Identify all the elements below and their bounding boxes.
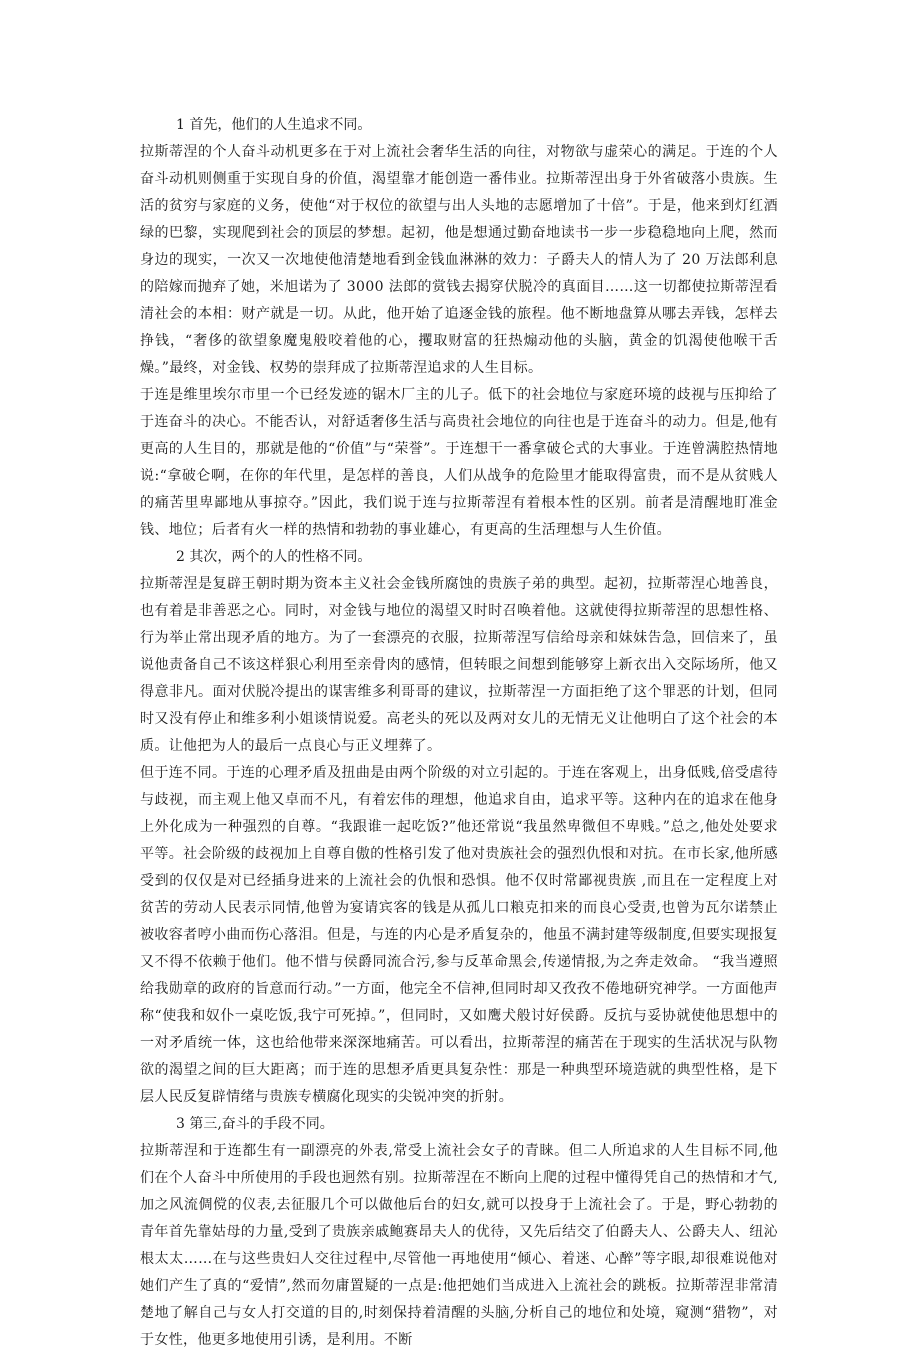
section-heading-2: 2 其次，两个的人的性格不同。 (176, 549, 372, 565)
section-heading-1: 1 首先，他们的人生追求不同。 (176, 117, 372, 133)
paragraph-3-1: 拉斯蒂涅和于连都生有一副漂亮的外表,常受上流社会女子的青睐。但二人所追求的人生目标不同,他们在个人奋斗中所使用的手段也迥然有别。拉斯蒂涅在不断向上爬的过程中懂得凭自己的热情和才气,加之风流倜傥的仪表,去征服几个可以做他后台的妇女,就可以投身于上流社会了。于是，野心勃勃的青年首先靠姑母的力量,受到了贵族亲戚鲍赛昂夫人的优待，又先后结交了伯爵夫人、公爵夫人、纽沁根太太……在与这些贵妇人交往过程中,尽管他一再地使用“倾心、着迷、心醉”等字眼,却很难说他对她们产生了真的“爱情”,然而勿庸置疑的一点是:他把她们当成进入上流社会的跳板。拉斯蒂涅非常清楚地了解自己与女人打交道的目的,时刻保持着清醒的头脑,分析自己的地位和处境，窥测“猎物”，对于女性，他更多地使用引诱，是利用。不断 (140, 1143, 778, 1348)
paragraph-2-1: 拉斯蒂涅是复辟王朝时期为资本主义社会金钱所腐蚀的贵族子弟的典型。起初，拉斯蒂涅心地善良，也有着是非善恶之心。同时，对金钱与地位的渴望又时时召唤着他。这就使得拉斯蒂涅的思想性格、行为举止常出现矛盾的地方。为了一套漂亮的衣服，拉斯蒂涅写信给母亲和妹妹告急，回信来了，虽说他责备自己不该这样狠心利用至亲骨肉的感情，但转眼之间想到能够穿上新衣出入交际场所，他又得意非凡。面对伏脱冷提出的谋害维多利哥哥的建议，拉斯蒂涅一方面拒绝了这个罪恶的计划，但同时又没有停止和维多利小姐谈情说爱。高老头的死以及两对女儿的无情无义让他明白了这个社会的本质。让他把为人的最后一点良心与正义埋葬了。 (140, 576, 778, 754)
paragraph-2-2: 但于连不同。于连的心理矛盾及扭曲是由两个阶级的对立引起的。于连在客观上，出身低贱,倍受虐待与歧视，而主观上他又卓而不凡，有着宏伟的理想，他追求自由，追求平等。这种内在的追求在他身上外化成为一种强烈的自尊。“我跟谁一起吃饭?”他还常说“我虽然卑微但不卑贱。”总之,他处处要求平等。社会阶级的歧视加上自尊自傲的性格引发了他对贵族社会的强烈仇恨和对抗。在市长家,他所感受到的仅仅是对已经插身进来的上流社会的仇恨和恐惧。他不仅时常鄙视贵族 ,而且在一定程度上对贫苦的劳动人民表示同情,他曾为宴请宾客的钱是从孤儿口粮克扣来的而良心受责,也曾为瓦尔诺禁止被收容者哼小曲而伤心落泪。但是，与连的内心是矛盾复杂的，他虽不满封建等级制度,但要实现报复又不得不依赖于他们。他不惜与侯爵同流合污,参与反革命黑会,传递情报,为之奔走效命。 “我当遵照给我勋章的政府的旨意而行动。”一方面，他完全不信神,但同时却又孜孜不倦地研究神学。一方面他声称“使我和奴仆一桌吃饭,我宁可死掉。”，但同时，又如鹰犬般讨好侯爵。反抗与妥协就使他思想中的一对矛盾统一体，这也给他带来深深地痛苦。可以看出，拉斯蒂涅的痛苦在于现实的生活状况与队物欲的渴望之间的巨大距离；而于连的思想矛盾更具复杂性：那是一种典型环境造就的典型性格，是下层人民反复辟情绪与贵族专横腐化现实的尖锐冲突的折射。 (140, 765, 778, 1105)
section-heading-3: 3 第三,奋斗的手段不同。 (176, 1116, 334, 1132)
paragraph-1-2: 于连是维里埃尔市里一个已经发迹的锯木厂主的儿子。低下的社会地位与家庭环境的歧视与压抑给了于连奋斗的决心。不能否认，对舒适奢侈生活与高贵社会地位的向往也是于连奋斗的动力。但是,他有更高的人生目的，那就是他的“价值”与“荣誉”。于连想干一番拿破仑式的大事业。于连曾满腔热情地说:“拿破仑啊，在你的年代里，是怎样的善良，人们从战争的危险里才能取得富贵，而不是从贫贱人的痛苦里卑鄙地从事掠夺。”因此，我们说于连与拉斯蒂涅有着根本性的区别。前者是清醒地盯准金钱、地位；后者有火一样的热情和勃勃的事业雄心，有更高的生活理想与人生价值。 (140, 387, 778, 538)
paragraph-1-1: 拉斯蒂涅的个人奋斗动机更多在于对上流社会奢华生活的向往，对物欲与虚荣心的满足。于连的个人奋斗动机则侧重于实现自身的价值，渴望靠才能创造一番伟业。拉斯蒂涅出身于外省破落小贵族。生活的贫穷与家庭的义务，使他“对于权位的欲望与出人头地的志愿增加了十倍”。于是，他来到灯红酒绿的巴黎，实现爬到社会的顶层的梦想。起初，他是想通过勤奋地读书一步一步稳稳地向上爬，然而身边的现实，一次又一次地使他清楚地看到金钱血淋淋的效力：子爵夫人的情人为了 20 万法郎利息的陪嫁而抛弃了她，米旭诺为了 3000 法郎的赏钱去揭穿伏脱冷的真面目……这一切都使拉斯蒂涅看清社会的本相：财产就是一切。从此，他开始了追逐金钱的旅程。他不断地盘算从哪去弄钱，怎样去挣钱，“奢侈的欲望象魔鬼般咬着他的心，攫取财富的狂热煽动他的头脑，黄金的饥渴使他喉干舌燥。”最终，对金钱、权势的崇拜成了拉斯蒂涅追求的人生目标。 (140, 144, 778, 376)
